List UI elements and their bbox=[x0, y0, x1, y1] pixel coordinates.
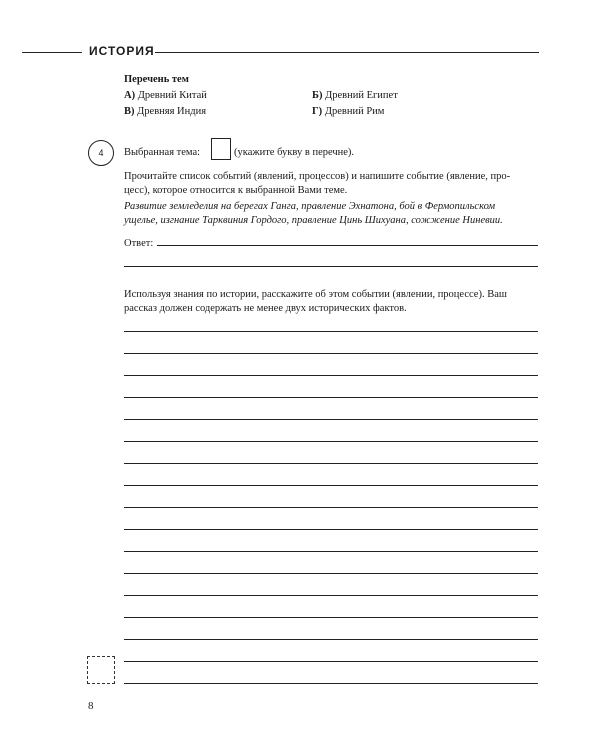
topic-g-name: Древний Рим bbox=[324, 106, 385, 117]
writing-line[interactable] bbox=[124, 485, 538, 486]
story-line-1: Используя знания по истории, расскажите об этом событии (явлении, процессе). Ваш bbox=[124, 289, 507, 300]
chosen-topic-hint: (укажите букву в перечне). bbox=[234, 147, 355, 158]
instruction-line-1: Прочитайте список событий (явлений, процессов) и напишите событие (явление, про- bbox=[124, 171, 511, 182]
writing-line[interactable] bbox=[124, 441, 538, 442]
writing-line[interactable] bbox=[124, 507, 538, 508]
writing-line[interactable] bbox=[124, 529, 538, 530]
writing-line[interactable] bbox=[124, 573, 538, 574]
section-title: ИСТОРИЯ bbox=[89, 44, 155, 58]
instruction-line-2: цесс), которое относится к выбранной Вами теме. bbox=[124, 185, 348, 196]
topic-a-name: Древний Китай bbox=[137, 90, 207, 101]
header-rule-right bbox=[155, 52, 539, 53]
writing-line[interactable] bbox=[124, 375, 538, 376]
topic-g-letter: Г) bbox=[312, 106, 323, 117]
story-line-2: рассказ должен содержать не менее двух исторических фактов. bbox=[124, 303, 407, 314]
chosen-topic-label: Выбранная тема: bbox=[124, 147, 201, 158]
topic-b bbox=[312, 89, 398, 103]
writing-line[interactable] bbox=[124, 683, 538, 684]
topic-v-name: Древняя Индия bbox=[137, 106, 207, 117]
topic-v bbox=[124, 105, 206, 119]
topic-v-letter: В) bbox=[124, 106, 135, 117]
events-line-2: ущелье, изгнание Тарквиния Гордого, правление Цинь Шихуана, сожжение Ниневии. bbox=[124, 215, 503, 226]
task-number-badge bbox=[88, 140, 114, 166]
task-number: 4 bbox=[98, 148, 104, 158]
answer-line-2[interactable] bbox=[124, 266, 538, 267]
topic-b-letter: Б) bbox=[312, 90, 323, 101]
score-box[interactable] bbox=[87, 656, 115, 684]
events-line-1: Развитие земледелия на берегах Ганга, правление Эхнатона, бой в Фермопильском bbox=[124, 201, 496, 212]
writing-line[interactable] bbox=[124, 397, 538, 398]
topic-g bbox=[312, 105, 384, 119]
answer-line-1[interactable] bbox=[157, 245, 538, 246]
topics-heading: Перечень тем bbox=[124, 74, 189, 85]
writing-line[interactable] bbox=[124, 353, 538, 354]
writing-line[interactable] bbox=[124, 419, 538, 420]
writing-line[interactable] bbox=[124, 617, 538, 618]
header-rule-left bbox=[22, 52, 82, 53]
topic-a-letter: А) bbox=[124, 90, 136, 101]
answer-label: Ответ: bbox=[124, 238, 154, 249]
topic-a bbox=[124, 89, 207, 103]
writing-line[interactable] bbox=[124, 595, 538, 596]
writing-line[interactable] bbox=[124, 639, 538, 640]
writing-line[interactable] bbox=[124, 661, 538, 662]
page-number: 8 bbox=[88, 700, 94, 712]
topic-b-name: Древний Египет bbox=[325, 90, 398, 101]
chosen-topic-box[interactable] bbox=[211, 138, 231, 160]
writing-line[interactable] bbox=[124, 551, 538, 552]
writing-line[interactable] bbox=[124, 331, 538, 332]
writing-line[interactable] bbox=[124, 463, 538, 464]
